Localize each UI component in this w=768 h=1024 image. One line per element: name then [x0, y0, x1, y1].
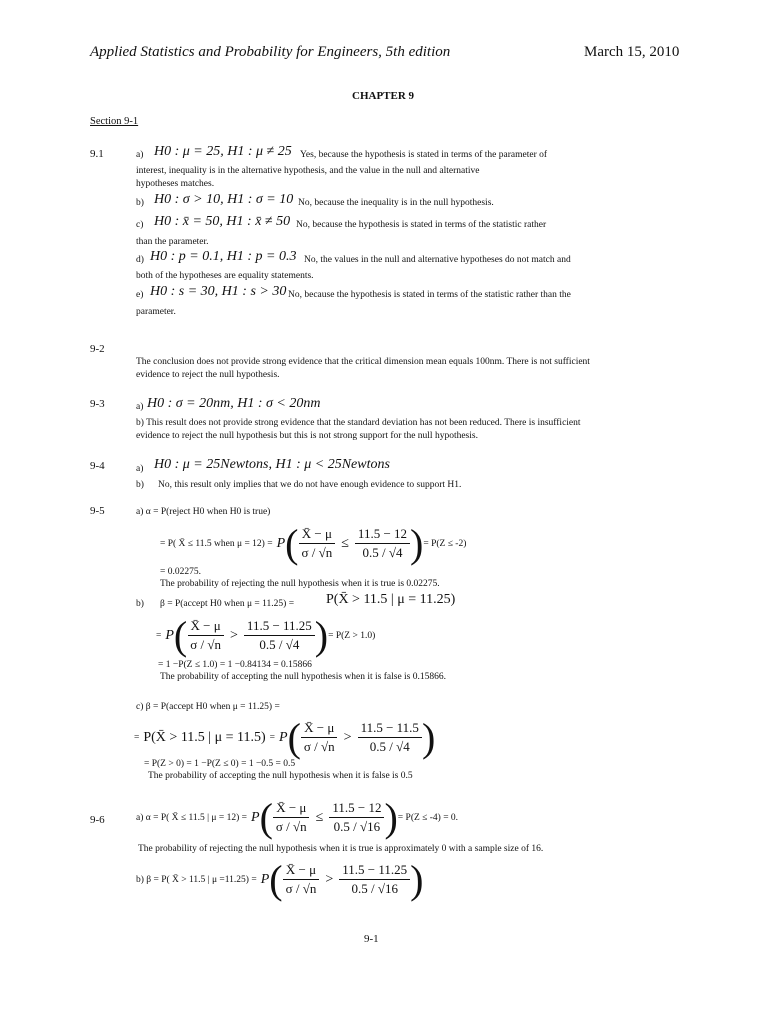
item-a-label: a): [136, 150, 144, 160]
prob-symbol: P: [276, 535, 286, 551]
numerator: X̄ − μ: [299, 526, 335, 544]
hypothesis-e: H0 : s = 30, H1 : s > 30: [150, 284, 287, 299]
right-paren: ): [410, 521, 424, 566]
item-b-label: b): [136, 480, 144, 490]
answer-a-line3: hypotheses matches.: [136, 179, 215, 189]
numerator: 11.5 − 11.5: [358, 720, 422, 738]
relation: ≤: [315, 809, 324, 825]
answer-b: No, because the inequality is in the null hypothesis.: [298, 198, 494, 208]
beta-probability: P(X̄ > 11.5 | μ = 11.25): [326, 592, 456, 607]
alpha-9-6-lhs: a) α = P( X̄ ≤ 11.5 | μ = 12) =: [136, 812, 248, 823]
page-number: 9-1: [364, 933, 379, 945]
numerator: 11.5 − 11.25: [339, 862, 410, 880]
hypothesis-a: H0 : μ = 25, H1 : μ ≠ 25: [154, 144, 292, 159]
equals: =: [269, 732, 275, 743]
document-date: March 15, 2010: [584, 44, 680, 60]
denominator: 0.5 / √16: [333, 819, 381, 834]
alpha-equation: [160, 520, 466, 567]
hypothesis-b: H0 : σ > 10, H1 : σ = 10: [154, 192, 294, 207]
item-e-label: e): [136, 290, 144, 300]
item-c-label: c): [136, 220, 144, 230]
document-title: Applied Statistics and Probability for Engineers, 5th edition: [90, 44, 451, 60]
value-fraction: [329, 800, 384, 835]
beta-9-6-equation: [136, 856, 423, 903]
numerator: X̄ − μ: [188, 618, 224, 636]
denominator: σ / √n: [190, 637, 222, 652]
beta-c-probability: P(X̄ > 11.5 | μ = 11.5): [143, 729, 266, 745]
z-fraction: [187, 618, 224, 653]
value-fraction: [355, 526, 410, 561]
relation: >: [343, 729, 352, 745]
right-paren: ): [410, 857, 424, 902]
answer-e-line2: parameter.: [136, 307, 176, 317]
alpha-lhs: = P( X̄ ≤ 11.5 when μ = 12) =: [160, 538, 273, 549]
alpha-9-6-equation: [136, 794, 458, 841]
z-fraction: [298, 526, 335, 561]
answer-9-4-b: No, this result only implies that we do not have enough evidence to support H1.: [158, 480, 462, 490]
item-b-label: b): [136, 198, 144, 208]
numerator: X̄ − μ: [301, 720, 337, 738]
item-d-label: d): [136, 255, 144, 265]
denominator: σ / √n: [303, 739, 335, 754]
left-paren: (: [285, 521, 299, 566]
problem-number-9-6: 9-6: [90, 814, 105, 826]
numerator: 11.5 − 12: [355, 526, 410, 544]
beta-c-conclusion: The probability of accepting the null hypothesis when it is false is 0.5: [148, 771, 413, 781]
denominator: 0.5 / √4: [369, 739, 410, 754]
z-fraction: [273, 800, 310, 835]
equals: =: [156, 630, 162, 641]
relation: >: [230, 627, 238, 643]
answer-d-line1: No, the values in the null and alternative hypotheses do not match and: [304, 255, 571, 265]
left-paren: (: [287, 715, 301, 760]
left-paren: (: [269, 857, 283, 902]
numerator: 11.5 − 12: [329, 800, 384, 818]
right-paren: ): [421, 715, 436, 760]
answer-9-2-line2: evidence to reject the null hypothesis.: [136, 370, 280, 380]
numerator: X̄ − μ: [283, 862, 319, 880]
right-paren: ): [384, 795, 398, 840]
numerator: 11.5 − 11.25: [244, 618, 315, 636]
beta-conclusion: The probability of accepting the null hypothesis when it is false is 0.15866.: [160, 672, 447, 682]
item-a-label: a): [136, 464, 144, 474]
relation: ≤: [341, 535, 349, 551]
value-fraction: [358, 720, 422, 755]
answer-e-line1: No, because the hypothesis is stated in terms of the statistic rather than the: [288, 290, 571, 300]
problem-number-9-2: 9-2: [90, 343, 105, 355]
problem-number-9-5: 9-5: [90, 505, 105, 517]
answer-c-line2: than the parameter.: [136, 237, 209, 247]
answer-d-line2: both of the hypotheses are equality statements.: [136, 271, 314, 281]
answer-9-3-line2: evidence to reject the null hypothesis but this is not strong support for the null hypothesis.: [136, 431, 478, 441]
beta-9-6-lhs: b) β = P( X̄ > 11.5 | μ =11.25) =: [136, 874, 257, 885]
chapter-heading: CHAPTER 9: [352, 90, 415, 102]
alpha-rhs: = P(Z ≤ -2): [423, 538, 467, 549]
hypothesis-d: H0 : p = 0.1, H1 : p = 0.3: [150, 249, 297, 264]
denominator: 0.5 / √4: [259, 637, 300, 652]
relation: >: [325, 871, 334, 887]
answer-9-2-line1: The conclusion does not provide strong evidence that the critical dimension mean equals 100nm. There is not sufficient: [136, 357, 590, 367]
z-fraction: [283, 862, 320, 897]
alpha-9-6-conclusion: The probability of rejecting the null hypothesis when it is true is approximately 0 with a sample size of 16.: [138, 844, 544, 854]
beta-c-value: = P(Z > 0) = 1 −P(Z ≤ 0) = 1 −0.5 = 0.5: [144, 759, 296, 769]
alpha-conclusion: The probability of rejecting the null hypothesis when it is true is 0.02275.: [160, 579, 440, 589]
answer-c-line1: No, because the hypothesis is stated in terms of the statistic rather: [296, 220, 547, 230]
problem-number-9-3: 9-3: [90, 398, 105, 410]
numerator: X̄ − μ: [273, 800, 309, 818]
value-fraction: [339, 862, 410, 897]
prob-symbol: P: [260, 871, 270, 887]
answer-9-3-line1: b) This result does not provide strong evidence that the standard deviation has not been reduced. There is insufficient: [136, 418, 581, 428]
item-a-label: a): [136, 402, 144, 412]
beta-equation: [156, 612, 375, 659]
prob-symbol: P: [165, 627, 174, 643]
answer-a-line1: Yes, because the hypothesis is stated in terms of the parameter of: [300, 150, 548, 160]
equals: =: [134, 732, 140, 743]
denominator: 0.5 / √16: [351, 881, 398, 896]
left-paren: (: [259, 795, 273, 840]
beta-rhs: = P(Z > 1.0): [328, 630, 376, 641]
denominator: σ / √n: [285, 881, 317, 896]
left-paren: (: [173, 613, 188, 658]
answer-a-line2: interest, inequality is in the alternative hypothesis, and the value in the null and alternative: [136, 166, 480, 176]
denominator: 0.5 / √4: [362, 545, 403, 560]
problem-number-9-4: 9-4: [90, 460, 105, 472]
prob-symbol: P: [279, 729, 288, 745]
alpha-9-6-rhs: = P(Z ≤ -4) = 0.: [397, 812, 459, 823]
z-fraction: [301, 720, 338, 755]
hypothesis-c: H0 : x̄ = 50, H1 : x̄ ≠ 50: [154, 214, 291, 229]
alpha-definition: a) α = P(reject H0 when H0 is true): [136, 507, 271, 517]
item-b-label: b): [136, 599, 144, 609]
section-heading: Section 9-1: [90, 116, 139, 127]
beta-definition: β = P(accept H0 when μ = 11.25) =: [160, 599, 295, 609]
right-paren: ): [314, 613, 329, 658]
alpha-value: = 0.02275.: [160, 567, 201, 577]
problem-number-9-1: 9.1: [90, 148, 104, 160]
beta-c-definition: c) β = P(accept H0 when μ = 11.25) =: [136, 702, 280, 712]
denominator: σ / √n: [301, 545, 333, 560]
denominator: σ / √n: [275, 819, 307, 834]
hypothesis-9-3: H0 : σ = 20nm, H1 : σ < 20nm: [147, 396, 321, 411]
value-fraction: [244, 618, 315, 653]
beta-value: = 1 −P(Z ≤ 1.0) = 1 −0.84134 = 0.15866: [158, 660, 312, 670]
hypothesis-9-4: H0 : μ = 25Newtons, H1 : μ < 25Newtons: [154, 457, 390, 472]
beta-c-equation: [134, 714, 435, 761]
prob-symbol: P: [251, 809, 260, 825]
